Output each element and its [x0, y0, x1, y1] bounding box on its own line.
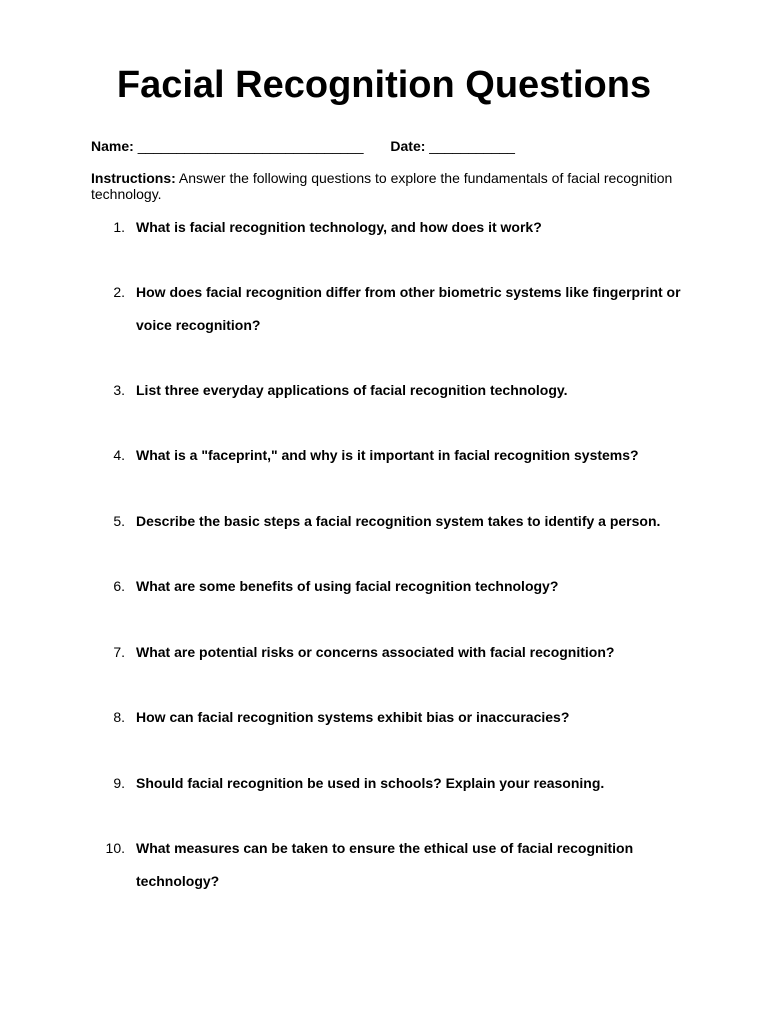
- question-number: 9.: [113, 775, 125, 791]
- name-label: Name:: [91, 138, 134, 154]
- question-number: 7.: [113, 644, 125, 660]
- date-label: Date:: [390, 138, 426, 154]
- instructions-text: Answer the following questions to explore the fundamentals of facial recognition technology.: [91, 170, 673, 202]
- question-number: 3.: [113, 382, 125, 398]
- question-text: What is a "faceprint," and why is it important in facial recognition systems?: [136, 447, 639, 463]
- question-text: List three everyday applications of facial recognition technology.: [136, 382, 568, 398]
- question-number: 1.: [113, 219, 125, 235]
- page-title: Facial Recognition Questions: [116, 64, 652, 106]
- name-blank: _____________________________: [137, 138, 364, 154]
- question-number: 10.: [105, 840, 125, 856]
- question-text: How does facial recognition differ from other biometric systems like fingerprint or voice recognition?: [136, 284, 681, 333]
- question-text: What are potential risks or concerns associated with facial recognition?: [136, 644, 615, 660]
- question-number: 8.: [113, 709, 125, 725]
- date-block: [390, 138, 515, 154]
- question-text: Describe the basic steps a facial recognition system takes to identify a person.: [136, 513, 661, 529]
- name-date-row: [91, 138, 515, 155]
- instructions-label: Instructions:: [91, 170, 176, 186]
- question-text: How can facial recognition systems exhibit bias or inaccuracies?: [136, 709, 570, 725]
- question-number: 2.: [113, 284, 125, 300]
- question-text: What is facial recognition technology, and how does it work?: [136, 219, 542, 235]
- question-text: What are some benefits of using facial recognition technology?: [136, 578, 559, 594]
- question-number: 5.: [113, 513, 125, 529]
- question-text: What measures can be taken to ensure the ethical use of facial recognition technology?: [136, 840, 634, 889]
- question-number: 4.: [113, 447, 125, 463]
- instructions: [91, 170, 681, 202]
- question-text: Should facial recognition be used in schools? Explain your reasoning.: [136, 775, 605, 791]
- date-blank: ___________: [429, 138, 515, 154]
- question-number: 6.: [113, 578, 125, 594]
